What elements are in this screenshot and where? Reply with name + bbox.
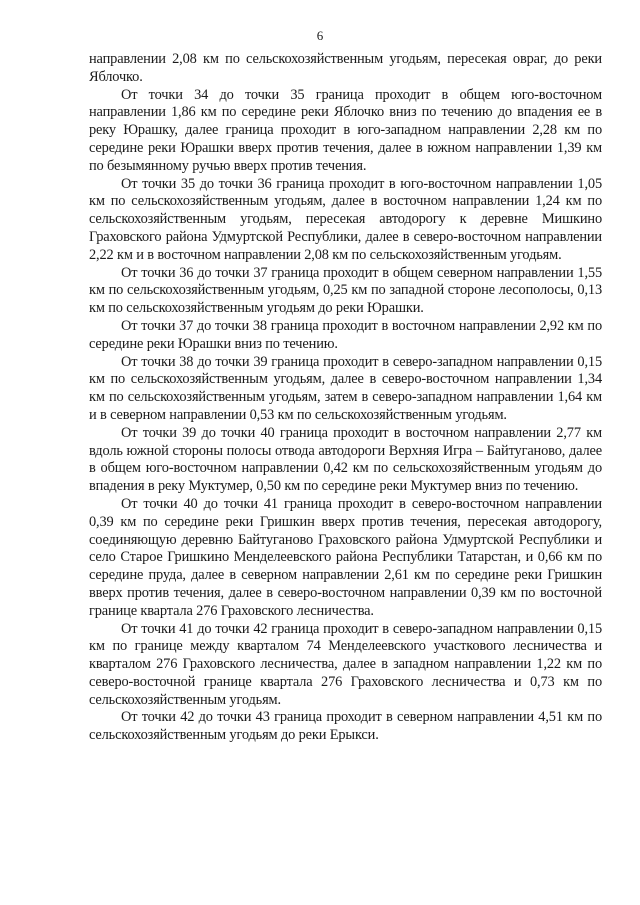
paragraph-continuation: направлении 2,08 км по сельскохозяйственным угодьям, пересекая овраг, до реки Яблочко. (89, 51, 602, 85)
document-body (89, 51, 602, 745)
paragraph-point-42-43: От точки 42 до точки 43 граница проходит в северном направлении 4,51 км по сельскохозяйственным угодьям до реки Ерыкси. (89, 709, 602, 744)
paragraph-point-40-41: От точки 40 до точки 41 граница проходит в северо-восточном направлении 0,39 км по середине реки Гришкин вверх против течения, пересекая автодорогу, соединяющую деревню Байтуганово Граховского района Удмуртской Республики и село Старое Гришкино Менделеевского района Республики Татарстан, и 0,66 км по середине пруда, далее в северном направлении 2,61 км по середине реки Гришкин вверх против течения, далее в северо-восточном направлении 0,39 км по восточной границе квартала 276 Граховского лесничества. (89, 495, 602, 619)
paragraph-point-34-35: От точки 34 до точки 35 граница проходит в общем юго-восточном направлении 1,86 км по середине реки Яблочко вниз по течению до впадения ее в реку Юрашку, далее граница проходит в юго-западном направлении 2,28 км по середине реки Юрашки вверх против течения, далее в южном направлении 1,39 км по безымянному ручью вверх против течения. (89, 86, 602, 174)
paragraph-point-41-42: От точки 41 до точки 42 граница проходит в северо-западном направлении 0,15 км по границе между кварталом 74 Менделеевского участкового лесничества и кварталом 276 Граховского лесничества, далее в западном направлении 1,22 км по северо-восточной границе квартала 276 Граховского лесничества и 0,73 км по сельскохозяйственным угодьям. (89, 620, 602, 708)
page-number: 6 (316, 28, 324, 43)
paragraph-point-38-39: От точки 38 до точки 39 граница проходит в северо-западном направлении 0,15 км по сельскохозяйственным угодьям, далее в северо-восточном направлении 1,34 км по сельскохозяйственным угодьям, затем в северо-западном направлении 1,64 км и в северном направлении 0,53 км по сельскохозяйственным угодьям. (89, 353, 602, 423)
paragraph-point-39-40: От точки 39 до точки 40 граница проходит в восточном направлении 2,77 км вдоль южной стороны полосы отвода автодороги Верхняя Игра – Байтуганово, далее в общем юго-восточном направлении 0,42 км по сельскохозяйственным угодьям до впадения в реку Муктумер, 0,50 км по середине реки Муктумер вниз по течению. (89, 424, 602, 495)
paragraph-point-37-38: От точки 37 до точки 38 граница проходит в восточном направлении 2,92 км по середине реки Юрашки вниз по течению. (89, 317, 602, 352)
paragraph-point-35-36: От точки 35 до точки 36 граница проходит в юго-восточном направлении 1,05 км по сельскохозяйственным угодьям, далее в восточном направлении 1,24 км по сельскохозяйственным угодьям, пересекая автодорогу к деревне Мишкино Граховского района Удмуртской Республики, далее в северо-восточном направлении 2,22 км и в восточном направлении 2,08 км по сельскохозяйственным угодьям. (89, 175, 602, 263)
paragraph-point-36-37: От точки 36 до точки 37 граница проходит в общем северном направлении 1,55 км по сельскохозяйственным угодьям, 0,25 км по западной стороне лесополосы, 0,13 км по сельскохозяйственным угодьям до реки Юрашки. (89, 264, 602, 317)
